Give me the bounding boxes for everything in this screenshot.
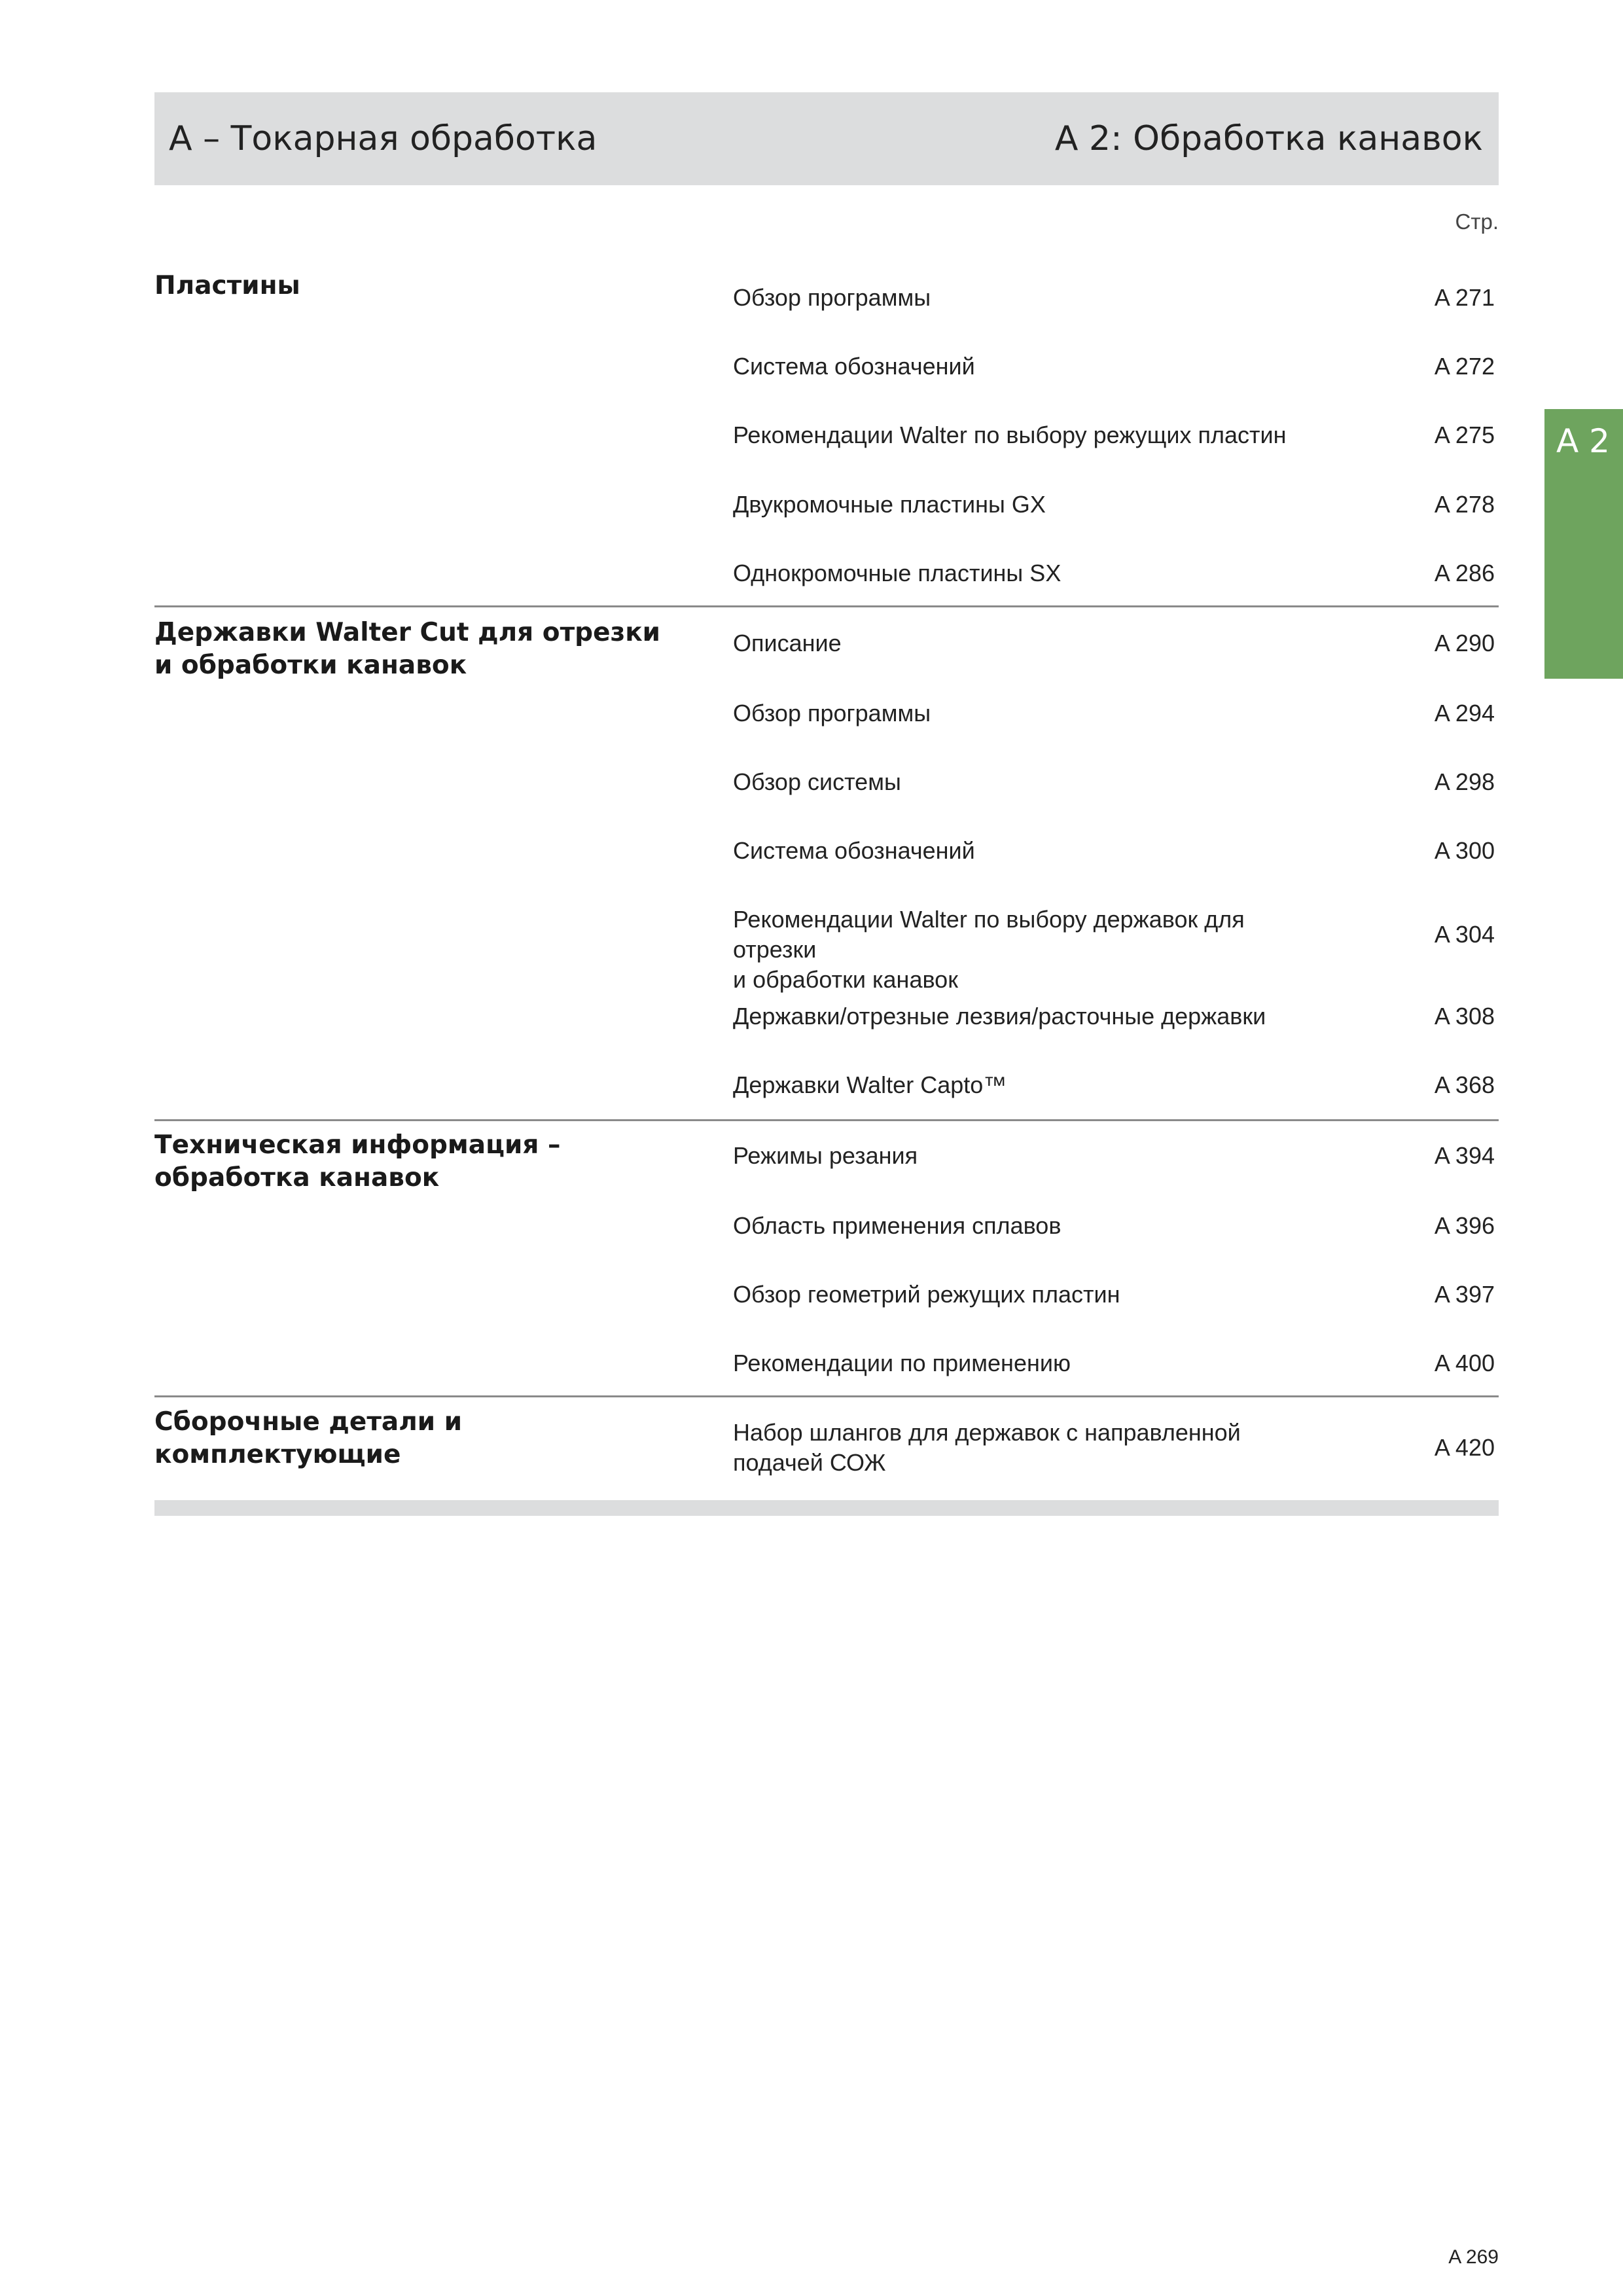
toc-section-title <box>154 617 678 682</box>
toc-entry-label-line: Область применения сплавов <box>733 1212 1061 1239</box>
toc-section-title-line: обработка канавок <box>154 1163 440 1193</box>
page-column-label: Стр. <box>1455 209 1499 234</box>
toc-entry-label <box>733 558 1322 588</box>
section-title-header: A 2: Обработка канавок <box>1054 119 1483 158</box>
toc-entry-label-line: Рекомендации по применению <box>733 1350 1071 1376</box>
toc-entry-label-line: Обзор геометрий режущих пластин <box>733 1281 1120 1308</box>
toc-entry-label-line: Обзор программы <box>733 284 931 311</box>
toc-section-title <box>154 1406 678 1471</box>
toc-entry-page: A 271 <box>1434 284 1495 311</box>
toc-entry-label-line: Система обозначений <box>733 353 975 380</box>
toc-entry-page: A 290 <box>1434 630 1495 656</box>
toc-entry-label <box>733 1070 1322 1100</box>
toc-entry-page: A 294 <box>1434 700 1495 726</box>
toc-entry-label <box>733 1348 1322 1378</box>
section-divider <box>154 605 1499 607</box>
toc-entry-label <box>733 490 1322 520</box>
section-divider <box>154 1119 1499 1121</box>
toc-entry-page: A 400 <box>1434 1350 1495 1376</box>
toc-entry-label <box>733 1280 1322 1310</box>
toc-entry-label-line: подачей СОЖ <box>733 1449 886 1476</box>
toc-section-title <box>154 1129 678 1194</box>
toc-entry-label-line: Описание <box>733 630 842 656</box>
footer-bar <box>154 1500 1499 1516</box>
toc-entry-label-line: Державки/отрезные лезвия/расточные державки <box>733 1003 1266 1030</box>
toc-entry-label <box>733 1211 1322 1241</box>
section-divider <box>154 1395 1499 1397</box>
toc-entry-label <box>733 1001 1322 1031</box>
toc-entry-page: A 300 <box>1434 837 1495 864</box>
toc-entry-page: A 397 <box>1434 1281 1495 1308</box>
toc-entry-page: A 298 <box>1434 768 1495 795</box>
toc-section-title <box>154 270 678 302</box>
toc-entry-page: A 396 <box>1434 1212 1495 1239</box>
chapter-title: A – Токарная обработка <box>169 119 597 158</box>
toc-entry-page: A 278 <box>1434 491 1495 518</box>
toc-entry-label <box>733 1141 1322 1171</box>
toc-entry-label <box>733 351 1322 382</box>
side-tab[interactable] <box>1544 409 1623 679</box>
toc-entry-label-line: Обзор системы <box>733 768 901 795</box>
toc-section-title-line: Державки Walter Cut для отрезки <box>154 618 661 647</box>
toc-entry-label-line: Рекомендации Walter по выбору державок для отрезки <box>733 906 1245 963</box>
toc-entry-page: A 420 <box>1434 1434 1495 1461</box>
toc-entry-label-line: и обработки канавок <box>733 966 958 993</box>
toc-entry-label-line: Однокромочные пластины SX <box>733 560 1061 586</box>
toc-entry-label-line: Набор шлангов для державок с направленной <box>733 1419 1241 1446</box>
toc-entry-label <box>733 698 1322 728</box>
toc-section-title-line: и обработки канавок <box>154 651 467 680</box>
toc-entry-page: A 308 <box>1434 1003 1495 1030</box>
toc-entry-page: A 272 <box>1434 353 1495 380</box>
toc-entry-label <box>733 905 1322 995</box>
toc-entry-label <box>733 283 1322 313</box>
toc-section-title-line: Сборочные детали и комплектующие <box>154 1407 463 1469</box>
toc-entry-label-line: Система обозначений <box>733 837 975 864</box>
header-bar <box>154 92 1499 185</box>
toc-entry-label <box>733 420 1322 450</box>
toc-entry-page: A 286 <box>1434 560 1495 586</box>
toc-entry-page: A 368 <box>1434 1071 1495 1098</box>
toc-entry-page: A 304 <box>1434 921 1495 948</box>
toc-entry-label <box>733 836 1322 866</box>
toc-section-title-line: Пластины <box>154 271 300 300</box>
toc-entry-page: A 394 <box>1434 1142 1495 1169</box>
toc-entry-label-line: Рекомендации Walter по выбору режущих пластин <box>733 422 1287 448</box>
toc-entry-label-line: Режимы резания <box>733 1142 918 1169</box>
toc-entry-label-line: Обзор программы <box>733 700 931 726</box>
page-number: A 269 <box>1448 2246 1499 2268</box>
toc-section-title-line: Техническая информация – <box>154 1130 561 1160</box>
toc-entry-label-line: Державки Walter Capto™ <box>733 1071 1007 1098</box>
toc-entry-label <box>733 628 1322 658</box>
toc-entry-label <box>733 1418 1322 1478</box>
toc-entry-page: A 275 <box>1434 422 1495 448</box>
side-tab-label: A 2 <box>1556 422 1610 460</box>
toc-entry-label-line: Двукромочные пластины GX <box>733 491 1046 518</box>
toc-entry-label <box>733 767 1322 797</box>
